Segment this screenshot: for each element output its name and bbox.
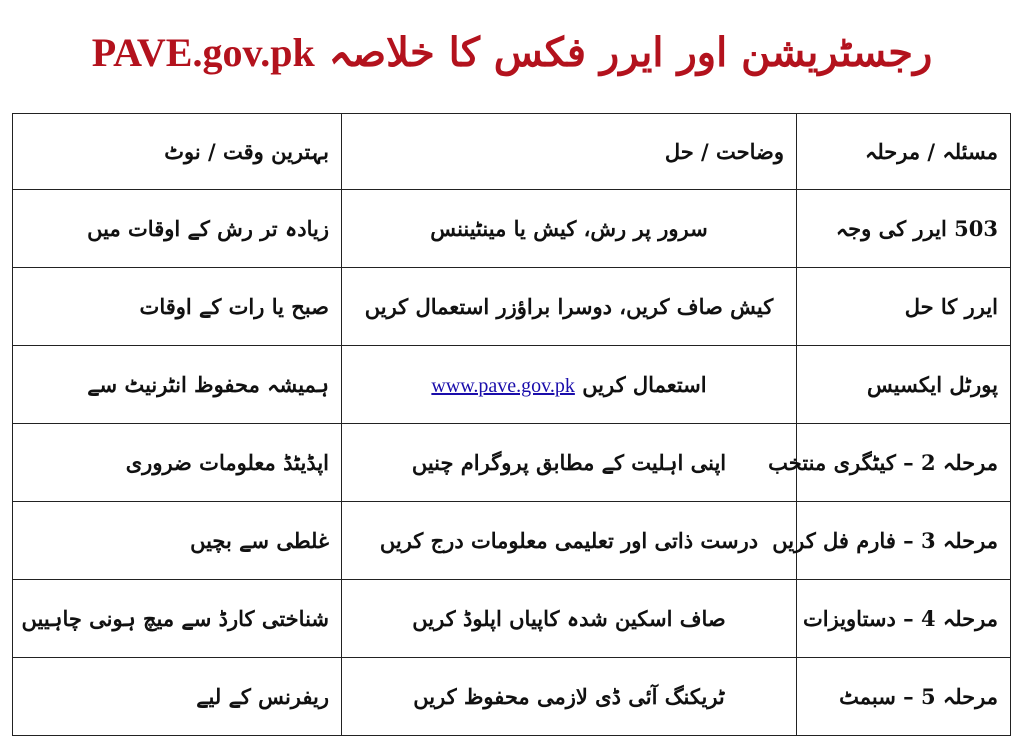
row-description <box>342 346 797 424</box>
summary-table <box>12 113 1011 736</box>
title-brand: PAVE.gov.pk <box>91 30 315 75</box>
page-title <box>14 18 1010 88</box>
row-description: صاف اسکین شدہ کاپیاں اپلوڈ کریں <box>342 580 797 658</box>
table-row <box>13 580 1011 658</box>
table-row <box>13 346 1011 424</box>
row-best-time: ریفرنس کے لیے <box>13 658 342 736</box>
row-best-time: اپڈیٹڈ معلومات ضروری <box>13 424 342 502</box>
row-step: پورٹل ایکسیس <box>797 346 1011 424</box>
row-best-time: صبح یا رات کے اوقات <box>13 268 342 346</box>
table-header-row <box>13 114 1011 190</box>
row-best-time: ہمیشہ محفوظ انٹرنیٹ سے <box>13 346 342 424</box>
header-best-time: بہترین وقت / نوٹ <box>13 114 342 190</box>
row-description: سرور پر رش، کیش یا مینٹیننس <box>342 190 797 268</box>
header-description: وضاحت / حل <box>342 114 797 190</box>
row-step: 503 ایرر کی وجہ <box>797 190 1011 268</box>
row-best-time: غلطی سے بچیں <box>13 502 342 580</box>
header-step: مسئلہ / مرحلہ <box>797 114 1011 190</box>
title-urdu: رجسٹریشن اور ایرر فکس کا خلاصہ <box>328 29 933 76</box>
table-row <box>13 424 1011 502</box>
row-description: کیش صاف کریں، دوسرا براؤزر استعمال کریں <box>342 268 797 346</box>
row-description-text: استعمال کریں <box>582 371 707 397</box>
table-row <box>13 502 1011 580</box>
table-row <box>13 268 1011 346</box>
row-step: مرحلہ 4 – دستاویزات <box>797 580 1011 658</box>
row-description: اپنی اہلیت کے مطابق پروگرام چنیں <box>342 424 797 502</box>
row-description: درست ذاتی اور تعلیمی معلومات درج کریں <box>342 502 797 580</box>
row-step: مرحلہ 2 – کیٹگری منتخب <box>797 424 1011 502</box>
row-description: ٹریکنگ آئی ڈی لازمی محفوظ کریں <box>342 658 797 736</box>
table-row <box>13 190 1011 268</box>
row-best-time: شناختی کارڈ سے میچ ہونی چاہییں <box>13 580 342 658</box>
row-best-time: زیادہ تر رش کے اوقات میں <box>13 190 342 268</box>
table-row <box>13 658 1011 736</box>
row-step: مرحلہ 5 – سبمٹ <box>797 658 1011 736</box>
row-step: ایرر کا حل <box>797 268 1011 346</box>
pave-portal-link[interactable]: www.pave.gov.pk <box>431 374 575 397</box>
row-step: مرحلہ 3 – فارم فل کریں <box>797 502 1011 580</box>
